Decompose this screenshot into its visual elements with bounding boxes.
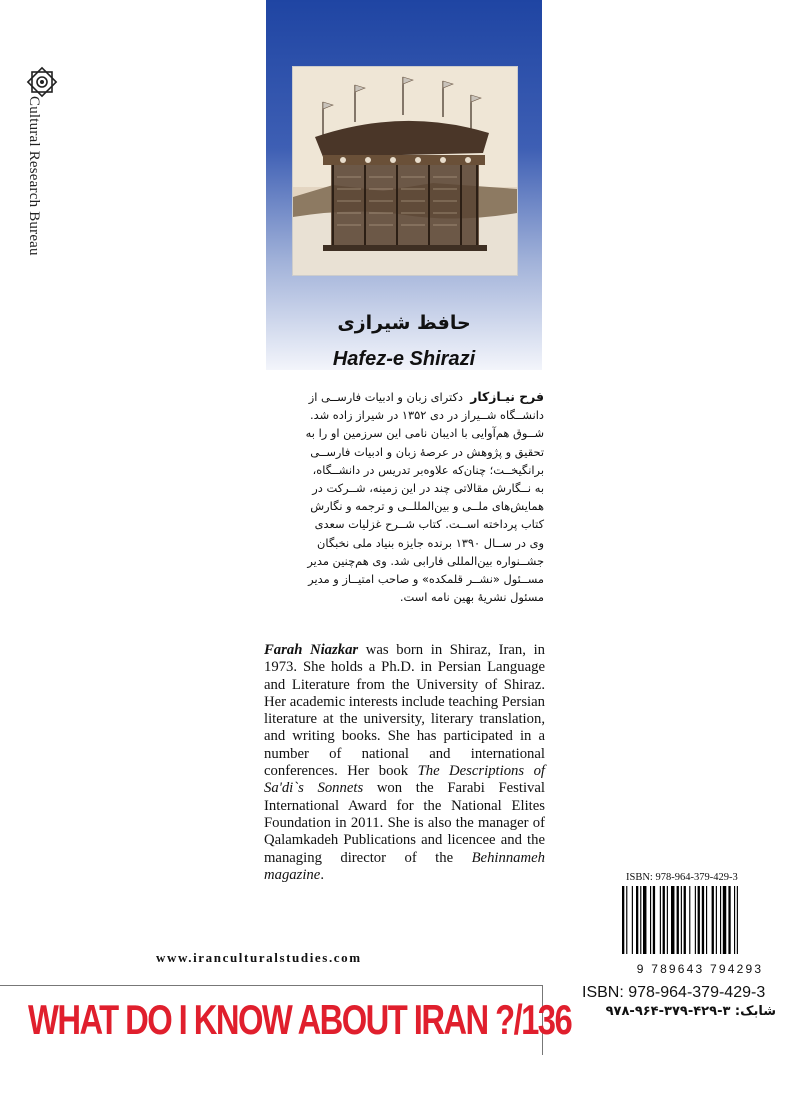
bio-line: برانگیخــت؛ چنان‌که علاوه‌بر تدریس در دانشــگاه، xyxy=(312,462,544,477)
book-title: The Descriptions of Sa'di`s Sonnets xyxy=(264,763,545,797)
title-persian: حافظ شیرازی xyxy=(337,312,471,334)
magazine-title: Behinnameh magazine xyxy=(264,849,545,883)
website-url: www.iranculturalstudies.com xyxy=(156,950,362,965)
series-title: WHAT DO I KNOW ABOUT IRAN ?/136 xyxy=(28,996,572,1043)
barcode-digits: 9 789643 794293 xyxy=(636,962,764,976)
bio-line: مسئول نشریهٔ بهین نامه است. xyxy=(399,590,544,605)
isbn-persian: شابک: ۳-۴۲۹-۳۷۹-۹۶۴-۹۷۸ xyxy=(605,1004,776,1019)
bio-line: همایش‌های ملــی و بین‌المللــی و ترجمه و نگارش xyxy=(310,499,544,514)
author-bio-persian xyxy=(262,388,544,606)
hafez-tomb-pavilion-photo xyxy=(292,66,518,276)
bio-line: به نــگارش مقالاتی چند در این زمینه، شــرکت در xyxy=(312,481,544,496)
bio-line: کتاب پرداخته اســت. کتاب شــرح غزلیات سعدی xyxy=(314,517,544,532)
isbn-small: ISBN: 978-964-379-429-3 xyxy=(626,872,738,883)
author-name-persian: فرح نیـازکار xyxy=(470,389,544,404)
bio-line: تحقیق و پژوهش در عرصهٔ زبان و ادبیات فارســی xyxy=(310,444,544,459)
barcode xyxy=(622,886,776,954)
bio-line: شــوق هم‌آوایی با ادیبان نامی این سرزمین او را به xyxy=(305,426,544,441)
author-name-english: Farah Niazkar xyxy=(264,642,359,658)
author-bio-english: Farah Niazkar was born in Shiraz, Iran, in 1973. She holds a Ph.D. in Persian Language and Literature from the University of Shiraz. Her academic interests include teaching Persian literature at the university, literary translation, and writing books. She has participated in a number of national and international conferences. Her book The Descriptions of Sa'di`s Sonnets won the Farabi Festival International Award for the National Elites Foundation in 2011. She is also the manager of Qalamkadeh Publications and licencee and the managing director of the Behinnameh magazine. xyxy=(264,642,545,883)
bio-line: فرح نیـازکار دکترای زبان و ادبیات فارســی از xyxy=(308,389,544,404)
bio-line: مســئول «نشــر قلمکده» و صاحب امتیــاز و مدیر xyxy=(308,572,544,587)
eight-point-star-icon xyxy=(24,64,60,100)
isbn-large: ISBN: 978-964-379-429-3 xyxy=(582,984,766,1001)
bio-line: وی در ســال ۱۳۹۰ برنده جایزه بنیاد ملی نخبگان xyxy=(317,535,544,550)
bio-line: جشــنواره بین‌المللی فارابی شد. وی هم‌چنین مدیر xyxy=(307,553,544,568)
title-english: Hafez-e Shirazi xyxy=(332,348,476,370)
bio-line: دانشــگاه شــیراز در دی ۱۳۵۲ در شیراز زاده شد. xyxy=(310,408,544,423)
divider xyxy=(0,985,543,986)
